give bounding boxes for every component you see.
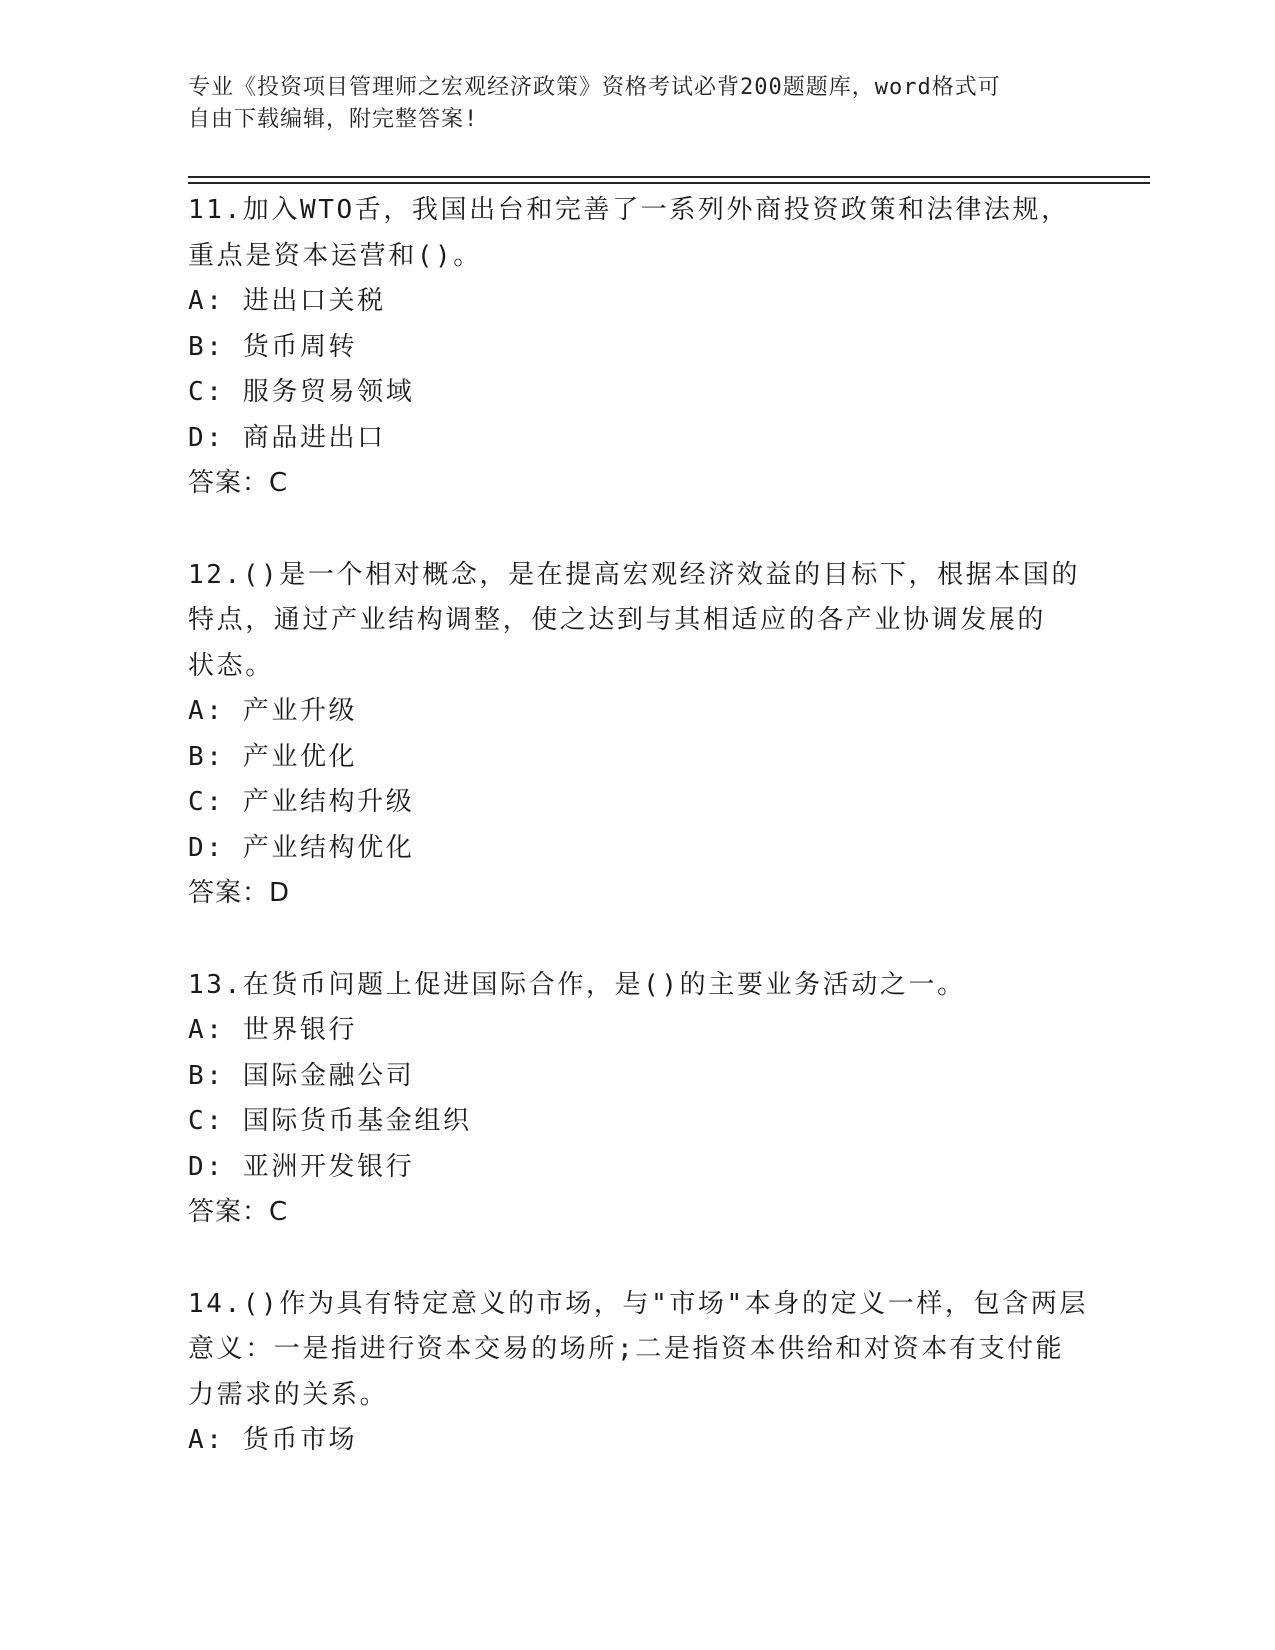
question-stem: [188, 188, 1088, 279]
answer-label: 答案：D: [188, 878, 291, 908]
option-c: C: 产业结构升级: [188, 787, 415, 817]
question-12: [188, 553, 1088, 917]
option-b: B: 货币周转: [188, 331, 358, 362]
question-13: [188, 963, 1088, 1236]
stem-line: 重点是资本运营和()。: [188, 240, 482, 271]
stem-line: 意义：一是指进行资本交易的场所;二是指资本供给和对资本有支付能: [188, 1334, 1065, 1364]
option-a: A: 进出口关税: [188, 286, 386, 316]
stem-line: 特点，通过产业结构调整，使之达到与其相适应的各产业协调发展的: [188, 605, 1047, 635]
question-stem: [188, 963, 1088, 1009]
option-a: A: 产业升级: [188, 696, 358, 726]
stem-line: 12.()是一个相对概念，是在提高宏观经济效益的目标下，根据本国的: [188, 559, 1081, 590]
option-b: B: 产业优化: [188, 741, 358, 772]
question-14: [188, 1282, 1088, 1464]
option-d: D: 商品进出口: [188, 422, 386, 453]
question-list: [188, 188, 1088, 1510]
option-d: D: 亚洲开发银行: [188, 1151, 415, 1182]
question-11: [188, 188, 1088, 507]
option-c: C: 服务贸易领域: [188, 377, 415, 407]
stem-line: 11.加入WTO舌，我国出台和完善了一系列外商投资政策和法律法规，: [188, 195, 1070, 225]
stem-line: 14.()作为具有特定意义的市场，与"市场"本身的定义一样，包含两层: [188, 1288, 1088, 1319]
stem-line: 13.在货币问题上促进国际合作，是()的主要业务活动之一。: [188, 969, 966, 1000]
stem-line: 力需求的关系。: [188, 1379, 389, 1410]
question-stem: [188, 553, 1088, 690]
header-line-2: 自由下载编辑，附完整答案!: [188, 107, 479, 132]
question-stem: [188, 1282, 1088, 1419]
answer-label: 答案：C: [188, 468, 289, 498]
option-d: D: 产业结构优化: [188, 832, 415, 863]
option-a: A: 货币市场: [188, 1425, 358, 1455]
stem-line: 状态。: [188, 650, 274, 681]
answer-label: 答案：C: [188, 1197, 289, 1227]
option-b: B: 国际金融公司: [188, 1060, 415, 1091]
header-divider-top: [188, 176, 1150, 178]
header-line-1: 专业《投资项目管理师之宏观经济政策》资格考试必背200题题库，word格式可: [188, 75, 1001, 100]
document-header: [188, 72, 1088, 136]
header-divider-bottom: [188, 182, 1150, 184]
option-c: C: 国际货币基金组织: [188, 1106, 472, 1136]
option-a: A: 世界银行: [188, 1015, 358, 1045]
